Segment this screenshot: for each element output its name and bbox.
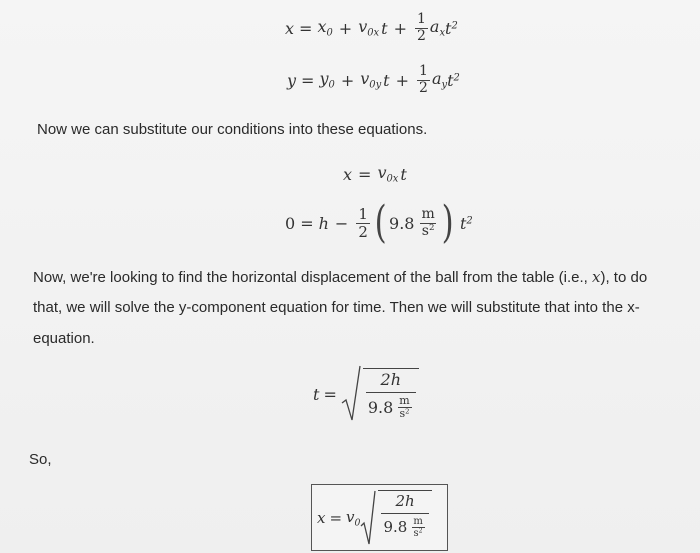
so-label: So, (29, 451, 52, 468)
ay-term: $a_y$ (431, 69, 448, 91)
t-squared: $t^2$ (459, 213, 473, 233)
substitute-sentence: Now we can substitute our conditions into these equations. (37, 121, 428, 138)
plus-sign: + (340, 70, 355, 90)
right-paren: ) (441, 197, 454, 248)
root-fraction: 2h 9.8 $\frac{m}{s^2}$ (378, 490, 431, 546)
x-lhs: x (285, 18, 295, 38)
time-equation (313, 365, 421, 423)
x-kinematic-equation (285, 8, 458, 48)
equals-sign: = (358, 164, 372, 184)
left-paren: ( (374, 197, 387, 248)
half-fraction: $\frac{1}{2}$ (358, 205, 368, 241)
plus-sign: + (393, 18, 407, 38)
x-lhs: x (317, 509, 326, 527)
x0-term: $x_0$ (317, 17, 333, 39)
equals-sign: = (329, 509, 343, 527)
t-squared: $t^2$ (447, 70, 460, 90)
y-lhs: y (287, 70, 297, 90)
radical-sign-icon (360, 490, 376, 546)
explanation-line-2: that, we will solve the y-component equation for time. Then we will substitute that into the x- (33, 299, 640, 316)
equals-sign: = (301, 70, 315, 90)
t-lhs: t (313, 384, 320, 404)
unit-fraction: $\frac{m}{s^2}$ (421, 206, 435, 239)
radical-sign-icon (341, 365, 361, 423)
equals-sign: = (299, 18, 313, 38)
ax-term: $a_x$ (429, 17, 446, 39)
square-root (341, 365, 421, 423)
half-fraction: $\frac{1}{2}$ (419, 63, 428, 96)
v0-term: $v_0$ (346, 507, 361, 529)
explanation-line-3: equation. (33, 330, 95, 347)
x-substituted-equation (343, 163, 407, 185)
t-term: t (400, 164, 407, 184)
y-substituted-equation (285, 198, 473, 248)
gravity-value: 9.8 (389, 213, 415, 233)
explanation-line-1: Now, we're looking to find the horizontal displacement of the ball from the table (i.e., x), to do (33, 268, 648, 286)
equals-sign: = (323, 384, 337, 404)
t-term: t (381, 18, 388, 38)
root-fraction: 2h 9.8 $\frac{m}{s^2}$ (363, 368, 419, 420)
plus-sign: + (338, 18, 353, 38)
v0x-term: $v_{0x}$ (358, 17, 380, 39)
y-kinematic-equation (287, 60, 460, 100)
square-root (360, 490, 433, 546)
x-lhs: x (343, 164, 353, 184)
v0x-term: $v_{0x}$ (377, 163, 399, 185)
t-term: t (383, 70, 390, 90)
h-term: h (318, 213, 329, 233)
zero: 0 (285, 213, 296, 233)
plus-sign: + (395, 70, 410, 90)
y0-term: $y_0$ (319, 69, 335, 91)
equals-sign: = (300, 213, 314, 233)
minus-sign: − (334, 213, 349, 233)
t-squared: $t^2$ (445, 18, 458, 38)
half-fraction: $\frac{1}{2}$ (416, 11, 426, 44)
final-equation (317, 489, 434, 547)
final-answer-box (311, 484, 448, 551)
v0y-term: $v_{0y}$ (360, 69, 382, 91)
